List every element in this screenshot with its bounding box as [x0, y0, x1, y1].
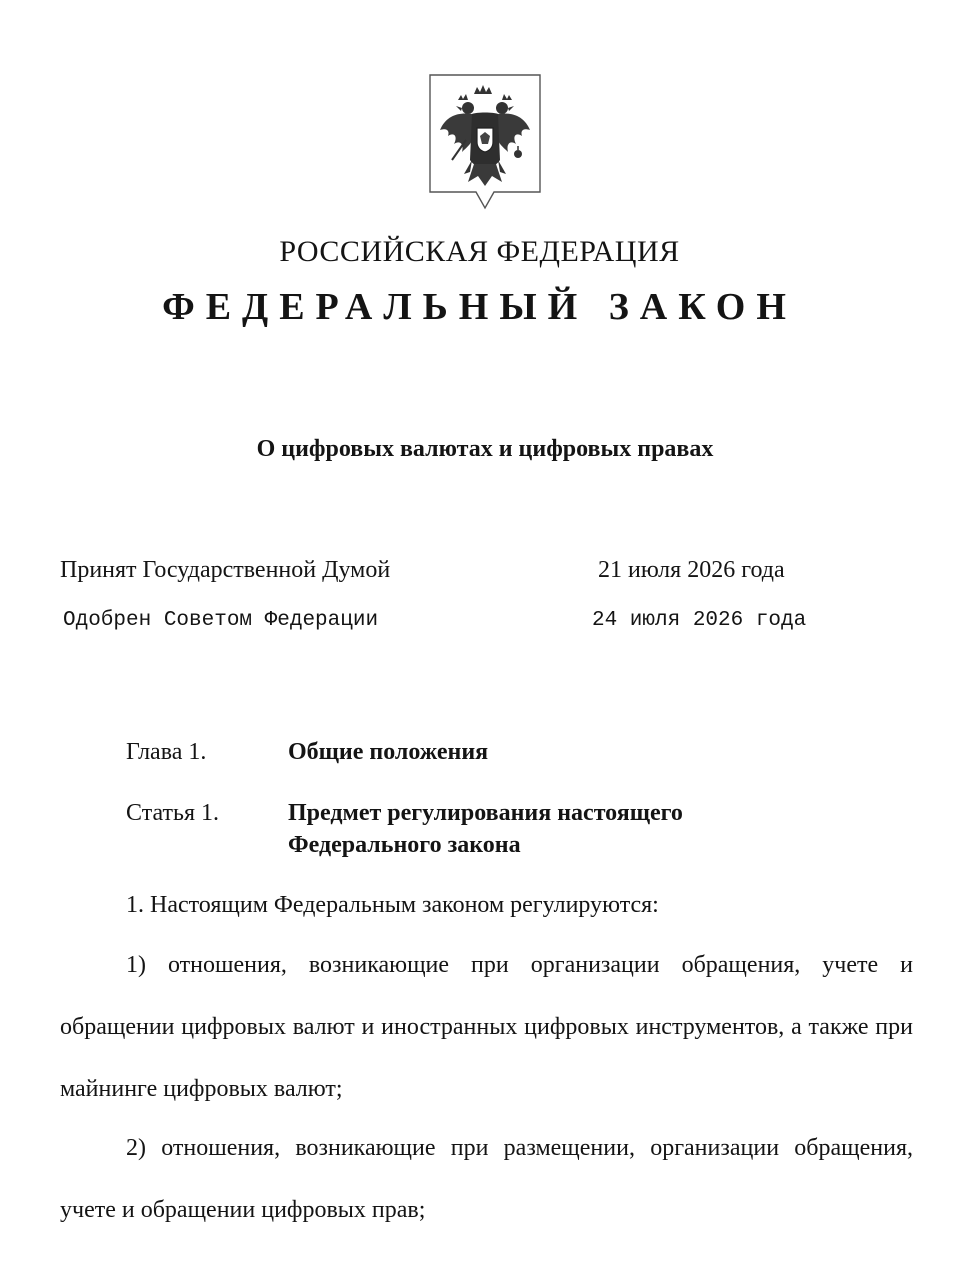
- adoption-duma-date: 21 июля 2026 года: [598, 557, 785, 583]
- paragraph-item-2: 2) отношения, возникающие при размещении, организации обращения, учете и обращении цифровых прав;: [60, 1135, 913, 1223]
- paragraph-1: 1. Настоящим Федеральным законом регулируются:: [126, 892, 659, 918]
- article-number: Статья 1.: [126, 800, 219, 826]
- country-name: РОССИЙСКАЯ ФЕДЕРАЦИЯ: [279, 235, 680, 268]
- paragraph-item-1: 1) отношения, возникающие при организации обращения, учете и обращении цифровых валют и иностранных цифровых инструментов, а также при майнинге цифровых валют;: [60, 952, 913, 1102]
- adoption-duma-label: Принят Государственной Думой: [60, 557, 391, 583]
- adoption-council-date: 24 июля 2026 года: [592, 609, 807, 632]
- chapter-number: Глава 1.: [126, 739, 207, 765]
- article-name-line2: Федерального закона: [288, 832, 521, 858]
- law-title: О цифровых валютах и цифровых правах: [256, 436, 714, 462]
- article-name-line1: Предмет регулирования настоящего: [288, 800, 683, 826]
- article-heading: [126, 797, 886, 861]
- document-type: ФЕДЕРАЛЬНЫЙ ЗАКОН: [162, 286, 797, 328]
- russian-coat-of-arms-icon: [428, 74, 542, 210]
- adoption-council-row: [60, 604, 920, 638]
- adoption-council-label: Одобрен Советом Федерации: [63, 609, 379, 632]
- chapter-name: Общие положения: [288, 739, 489, 765]
- chapter-heading: [126, 736, 886, 768]
- adoption-duma-row: [60, 553, 920, 587]
